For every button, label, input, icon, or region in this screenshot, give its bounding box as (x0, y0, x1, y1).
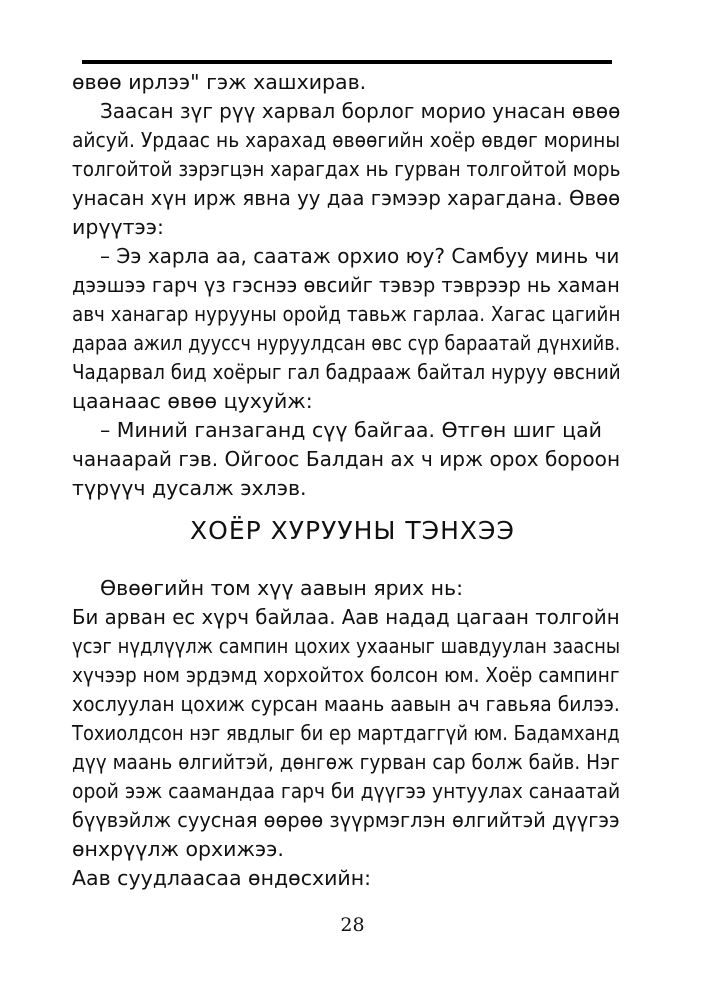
text-line: Заасан зүг рүү харвал борлог морио унасан өвөө (100, 99, 621, 123)
chapter-heading: ХОЁР ХУРУУНЫ ТЭНХЭЭ (190, 516, 515, 545)
text-line: – Миний ганзаганд сүү байгаа. Өтгөн шиг цай (100, 418, 602, 442)
text-line: өвөө ирлээ" гэж хашхирав. (72, 70, 367, 94)
text-line: ирүүтээ: (72, 215, 164, 239)
text-line: Өвөөгийн том хүү аавын ярих нь: (100, 576, 464, 600)
text-line: толгойтой зэрэгцэн харагдах нь гурван толгойтой морь (72, 157, 621, 181)
text-line: түрүүч дусалж эхлэв. (72, 476, 307, 500)
text-line: цаанаас өвөө цухуйж: (72, 389, 313, 413)
text-line: айсуй. Урдаас нь харахад өвөөгийн хоёр өвдөг морины (72, 128, 621, 152)
text-line: Чадарвал бид хоёрыг гал бадрааж байтал нуруу өвсний (72, 360, 621, 384)
text-line: – Ээ харла аа, саатаж орхио юу? Самбуу минь чи (100, 244, 620, 268)
top-rule (82, 60, 612, 64)
text-line: Би арван ес хүрч байлаа. Аав надад цагаан толгойн (72, 605, 620, 629)
text-line: дээшээ гарч үз гэснээ өвсийг тэвэр тэврээр нь хаман (72, 273, 620, 297)
text-line: үсэг нүдлүүлж сампин цохих ухааныг шавдуулан заасны (72, 634, 621, 658)
page-number: 28 (340, 914, 365, 936)
text-line: унасан хүн ирж явна уу даа гэмээр харагдана. Өвөө (72, 186, 621, 210)
text-line: авч ханагар нурууны оройд тавьж гарлаа. Хагас цагийн (72, 302, 621, 326)
text-line: хүчээр ном эрдэмд хорхойтох болсон юм. Хоёр сампинг (72, 663, 620, 687)
text-line: өнхрүүлж орхижээ. (72, 837, 284, 861)
text-line: Аав суудлаасаа өндөсхийн: (72, 866, 372, 890)
text-line: дүү маань өлгийтэй, дөнгөж гурван сар болж байв. Нэг (72, 750, 620, 774)
text-line: бүүвэйлж суусная өөрөө зүүрмэглэн өлгийтэй дүүгээ (72, 808, 620, 832)
text-line: орой ээж саамандаа гарч би дүүгээ унтуулах санаатай (72, 779, 621, 803)
text-line: Тохиолдсон нэг явдлыг би ер мартдаггүй юм. Бадамханд (72, 721, 620, 745)
text-line: дараа ажил дууссч нуруулдсан өвс сүр бараатай дүнхийв. (72, 331, 621, 355)
text-line: чанаарай гэв. Ойгоос Балдан ах ч ирж орох бороон (72, 447, 621, 471)
text-line: хослуулан цохиж сурсан маань аавын ач гавьяа билээ. (72, 692, 620, 716)
